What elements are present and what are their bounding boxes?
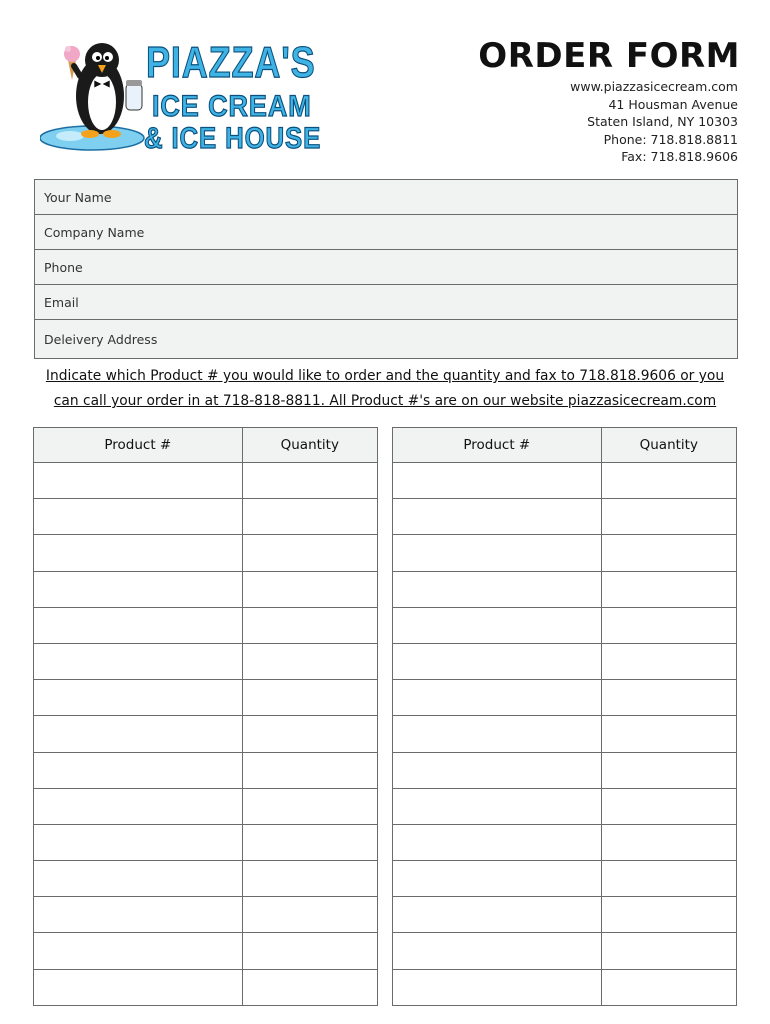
quantity-cell[interactable]: [601, 897, 736, 933]
quantity-cell[interactable]: [601, 571, 736, 607]
product-number-cell[interactable]: [393, 861, 602, 897]
company-field[interactable]: [35, 215, 737, 250]
table-row: [34, 499, 378, 535]
quantity-cell[interactable]: [242, 463, 377, 499]
table-row: [34, 861, 378, 897]
quantity-cell[interactable]: [242, 607, 377, 643]
quantity-cell[interactable]: [601, 643, 736, 679]
quantity-cell[interactable]: [242, 535, 377, 571]
product-number-cell[interactable]: [34, 463, 243, 499]
product-number-cell[interactable]: [34, 969, 243, 1005]
product-number-header: Product #: [34, 428, 243, 463]
phone-field[interactable]: [35, 250, 737, 285]
logo-text-ice-house: & ICE HOUSE: [144, 122, 322, 155]
quantity-cell[interactable]: [242, 933, 377, 969]
table-row: [34, 933, 378, 969]
quantity-cell[interactable]: [601, 933, 736, 969]
table-row: [34, 716, 378, 752]
table-row: [34, 969, 378, 1005]
contact-info: [570, 78, 738, 166]
product-number-cell[interactable]: [393, 716, 602, 752]
address-line-2: Staten Island, NY 10303: [587, 114, 738, 129]
order-table-left: [33, 427, 378, 1006]
table-row: [393, 607, 737, 643]
product-number-cell[interactable]: [393, 897, 602, 933]
product-number-cell[interactable]: [34, 571, 243, 607]
quantity-cell[interactable]: [242, 861, 377, 897]
delivery-address-field[interactable]: [35, 320, 737, 358]
name-field[interactable]: [35, 180, 737, 215]
quantity-cell[interactable]: [601, 861, 736, 897]
product-number-cell[interactable]: [34, 752, 243, 788]
customer-info-form: [34, 179, 738, 359]
fax-number: Fax: 718.818.9606: [621, 149, 738, 164]
product-number-cell[interactable]: [34, 499, 243, 535]
table-row: [393, 788, 737, 824]
product-number-cell[interactable]: [393, 824, 602, 860]
logo-text-ice-cream: ICE CREAM: [152, 90, 312, 123]
company-logo: [40, 36, 332, 160]
logo-text-piazzas: PIAZZA'S: [146, 38, 316, 87]
quantity-cell[interactable]: [242, 643, 377, 679]
table-row: [393, 463, 737, 499]
quantity-cell[interactable]: [601, 463, 736, 499]
quantity-cell[interactable]: [242, 969, 377, 1005]
table-row: [393, 716, 737, 752]
quantity-cell[interactable]: [601, 499, 736, 535]
quantity-cell[interactable]: [601, 607, 736, 643]
table-row: [393, 752, 737, 788]
table-row: [393, 643, 737, 679]
quantity-header: Quantity: [601, 428, 736, 463]
table-row: [393, 680, 737, 716]
order-instructions: [34, 364, 736, 414]
quantity-cell[interactable]: [601, 716, 736, 752]
order-rows-right: [393, 463, 737, 1006]
product-number-cell[interactable]: [34, 643, 243, 679]
name-field-label: Your Name: [44, 189, 112, 205]
page-title: ORDER FORM: [478, 36, 740, 76]
product-number-cell[interactable]: [393, 680, 602, 716]
phone-number: Phone: 718.818.8811: [603, 131, 738, 147]
delivery-address-field-label: Deleivery Address: [44, 331, 158, 347]
order-rows-left: [34, 463, 378, 1006]
table-row: [34, 680, 378, 716]
product-number-cell[interactable]: [393, 535, 602, 571]
table-row: [34, 897, 378, 933]
quantity-cell[interactable]: [601, 969, 736, 1005]
table-header-row: [393, 428, 737, 463]
product-number-cell[interactable]: [34, 933, 243, 969]
product-number-header: Product #: [393, 428, 602, 463]
product-number-cell[interactable]: [34, 680, 243, 716]
table-row: [34, 463, 378, 499]
quantity-cell[interactable]: [242, 716, 377, 752]
table-row: [393, 499, 737, 535]
product-number-cell[interactable]: [34, 897, 243, 933]
product-number-cell[interactable]: [393, 571, 602, 607]
quantity-cell[interactable]: [242, 824, 377, 860]
table-row: [34, 535, 378, 571]
product-number-cell[interactable]: [393, 752, 602, 788]
table-row: [34, 752, 378, 788]
quantity-cell[interactable]: [601, 535, 736, 571]
instructions-line-1: Indicate which Product # you would like to order and the quantity and fax to 718.818.9606 or you: [45, 368, 725, 384]
table-row: [34, 824, 378, 860]
website-link[interactable]: www.piazzasicecream.com: [570, 79, 738, 94]
quantity-cell[interactable]: [242, 752, 377, 788]
product-number-cell[interactable]: [393, 969, 602, 1005]
table-row: [393, 571, 737, 607]
table-header-row: [34, 428, 378, 463]
table-row: [393, 933, 737, 969]
product-number-cell[interactable]: [34, 824, 243, 860]
company-field-label: Company Name: [44, 224, 145, 240]
quantity-cell[interactable]: [242, 788, 377, 824]
table-row: [34, 571, 378, 607]
penguin-mascot-icon: [40, 36, 150, 160]
table-row: [393, 861, 737, 897]
order-table-right: [392, 427, 737, 1006]
quantity-cell[interactable]: [242, 897, 377, 933]
table-row: [393, 969, 737, 1005]
product-number-cell[interactable]: [34, 788, 243, 824]
product-number-cell[interactable]: [34, 535, 243, 571]
table-row: [34, 643, 378, 679]
product-number-cell[interactable]: [393, 463, 602, 499]
product-number-cell[interactable]: [393, 933, 602, 969]
quantity-cell[interactable]: [242, 571, 377, 607]
email-field-label: Email: [44, 294, 79, 310]
table-row: [393, 535, 737, 571]
table-row: [393, 824, 737, 860]
product-number-cell[interactable]: [393, 499, 602, 535]
product-number-cell[interactable]: [393, 607, 602, 643]
phone-field-label: Phone: [44, 259, 83, 275]
table-row: [34, 607, 378, 643]
quantity-cell[interactable]: [242, 499, 377, 535]
table-row: [393, 897, 737, 933]
product-number-cell[interactable]: [34, 607, 243, 643]
quantity-cell[interactable]: [601, 752, 736, 788]
quantity-cell[interactable]: [242, 680, 377, 716]
product-number-cell[interactable]: [34, 861, 243, 897]
quantity-cell[interactable]: [601, 824, 736, 860]
quantity-cell[interactable]: [601, 788, 736, 824]
instructions-line-2: can call your order in at 718-818-8811. All Product #'s are on our website piazzasicecream.com: [53, 393, 717, 409]
email-field[interactable]: [35, 285, 737, 320]
product-number-cell[interactable]: [34, 716, 243, 752]
product-number-cell[interactable]: [393, 643, 602, 679]
quantity-cell[interactable]: [601, 680, 736, 716]
table-row: [34, 788, 378, 824]
product-number-cell[interactable]: [393, 788, 602, 824]
quantity-header: Quantity: [242, 428, 377, 463]
address-line-1: 41 Housman Avenue: [608, 96, 738, 112]
